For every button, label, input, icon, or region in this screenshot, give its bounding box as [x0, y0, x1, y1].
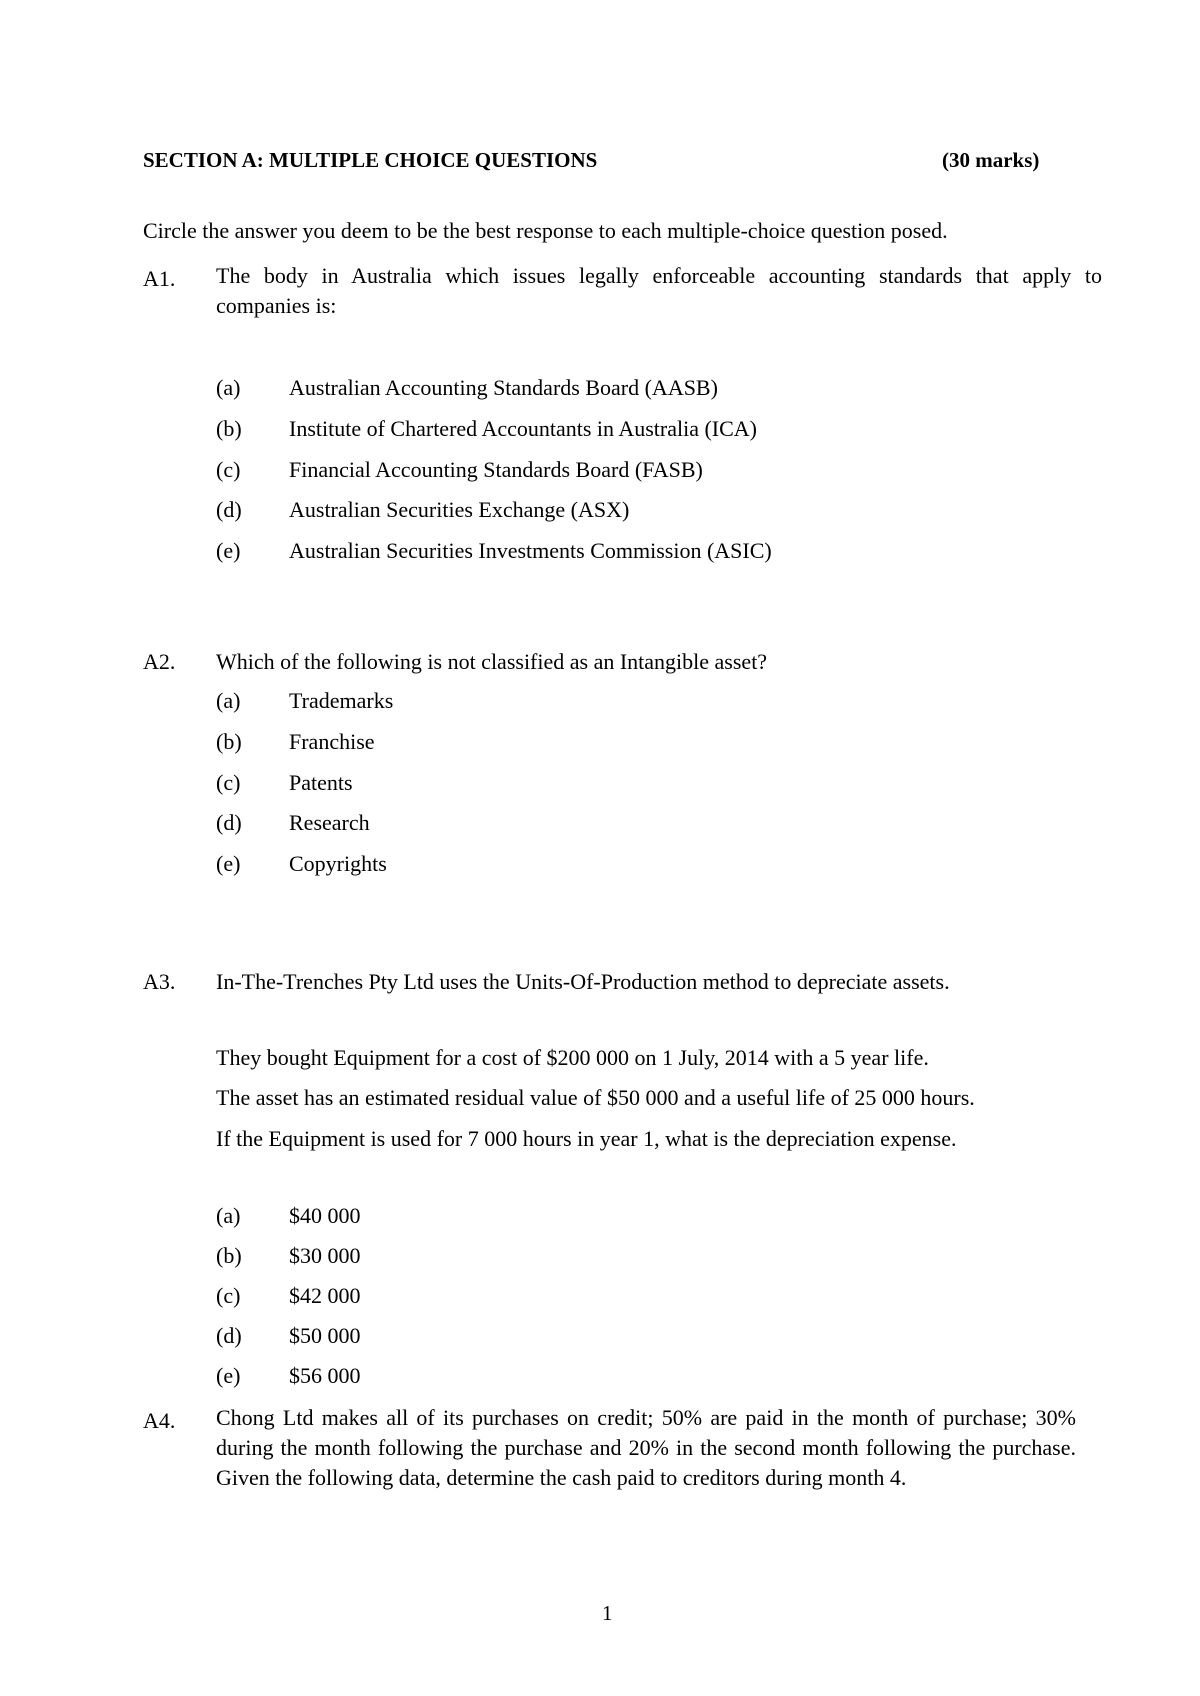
option-text: Copyrights — [289, 851, 387, 876]
option-letter: (e) — [216, 1363, 241, 1388]
option-letter: (c) — [216, 457, 241, 482]
option-text: $50 000 — [289, 1323, 361, 1348]
question-text: Which of the following is not classified as an Intangible asset? — [216, 649, 768, 674]
option-text: Research — [289, 810, 370, 835]
option-text: $42 000 — [289, 1283, 361, 1308]
option-letter: (a) — [216, 688, 241, 713]
question-detail: They bought Equipment for a cost of $200 000 on 1 July, 2014 with a 5 year life. — [216, 1045, 929, 1070]
section-title: SECTION A: MULTIPLE CHOICE QUESTIONS — [143, 148, 598, 172]
question-label: A1. — [143, 266, 176, 291]
question-text: Chong Ltd makes all of its purchases on credit; 50% are paid in the month of purchase; 30% during the month following the purchase and 20% in the second month following the purchase. Given the following data, determine the cash paid to creditors during month 4. — [216, 1405, 1076, 1490]
option-letter: (e) — [216, 851, 241, 876]
question-text: In-The-Trenches Pty Ltd uses the Units-Of-Production method to depreciate assets. — [216, 969, 950, 994]
section-marks: (30 marks) — [942, 148, 1040, 172]
page-number: 1 — [602, 1601, 613, 1625]
option-text: $40 000 — [289, 1203, 361, 1228]
option-text: Australian Securities Exchange (ASX) — [289, 497, 630, 522]
question-detail: The asset has an estimated residual value of $50 000 and a useful life of 25 000 hours. — [216, 1085, 975, 1110]
option-letter: (c) — [216, 1283, 241, 1308]
option-text: Australian Accounting Standards Board (AASB) — [289, 375, 718, 400]
option-text: Franchise — [289, 729, 375, 754]
instruction-text: Circle the answer you deem to be the best response to each multiple-choice question posed. — [143, 218, 948, 243]
option-letter: (c) — [216, 770, 241, 795]
option-text: Financial Accounting Standards Board (FASB) — [289, 457, 703, 482]
question-text: The body in Australia which issues legally enforceable accounting standards that apply to companies is: — [216, 263, 1102, 318]
option-letter: (d) — [216, 497, 242, 522]
question-label: A2. — [143, 649, 176, 674]
option-letter: (a) — [216, 375, 241, 400]
option-text: $56 000 — [289, 1363, 361, 1388]
option-text: Patents — [289, 770, 353, 795]
option-letter: (b) — [216, 416, 242, 441]
question-label: A3. — [143, 969, 176, 994]
option-text: $30 000 — [289, 1243, 361, 1268]
question-detail: If the Equipment is used for 7 000 hours in year 1, what is the depreciation expense. — [216, 1126, 957, 1151]
option-letter: (d) — [216, 810, 242, 835]
question-label: A4. — [143, 1408, 176, 1433]
option-letter: (b) — [216, 1243, 242, 1268]
option-text: Institute of Chartered Accountants in Australia (ICA) — [289, 416, 757, 441]
option-letter: (e) — [216, 538, 241, 563]
option-text: Australian Securities Investments Commission (ASIC) — [289, 538, 772, 563]
option-letter: (d) — [216, 1323, 242, 1348]
option-letter: (a) — [216, 1203, 241, 1228]
option-letter: (b) — [216, 729, 242, 754]
option-text: Trademarks — [289, 688, 394, 713]
